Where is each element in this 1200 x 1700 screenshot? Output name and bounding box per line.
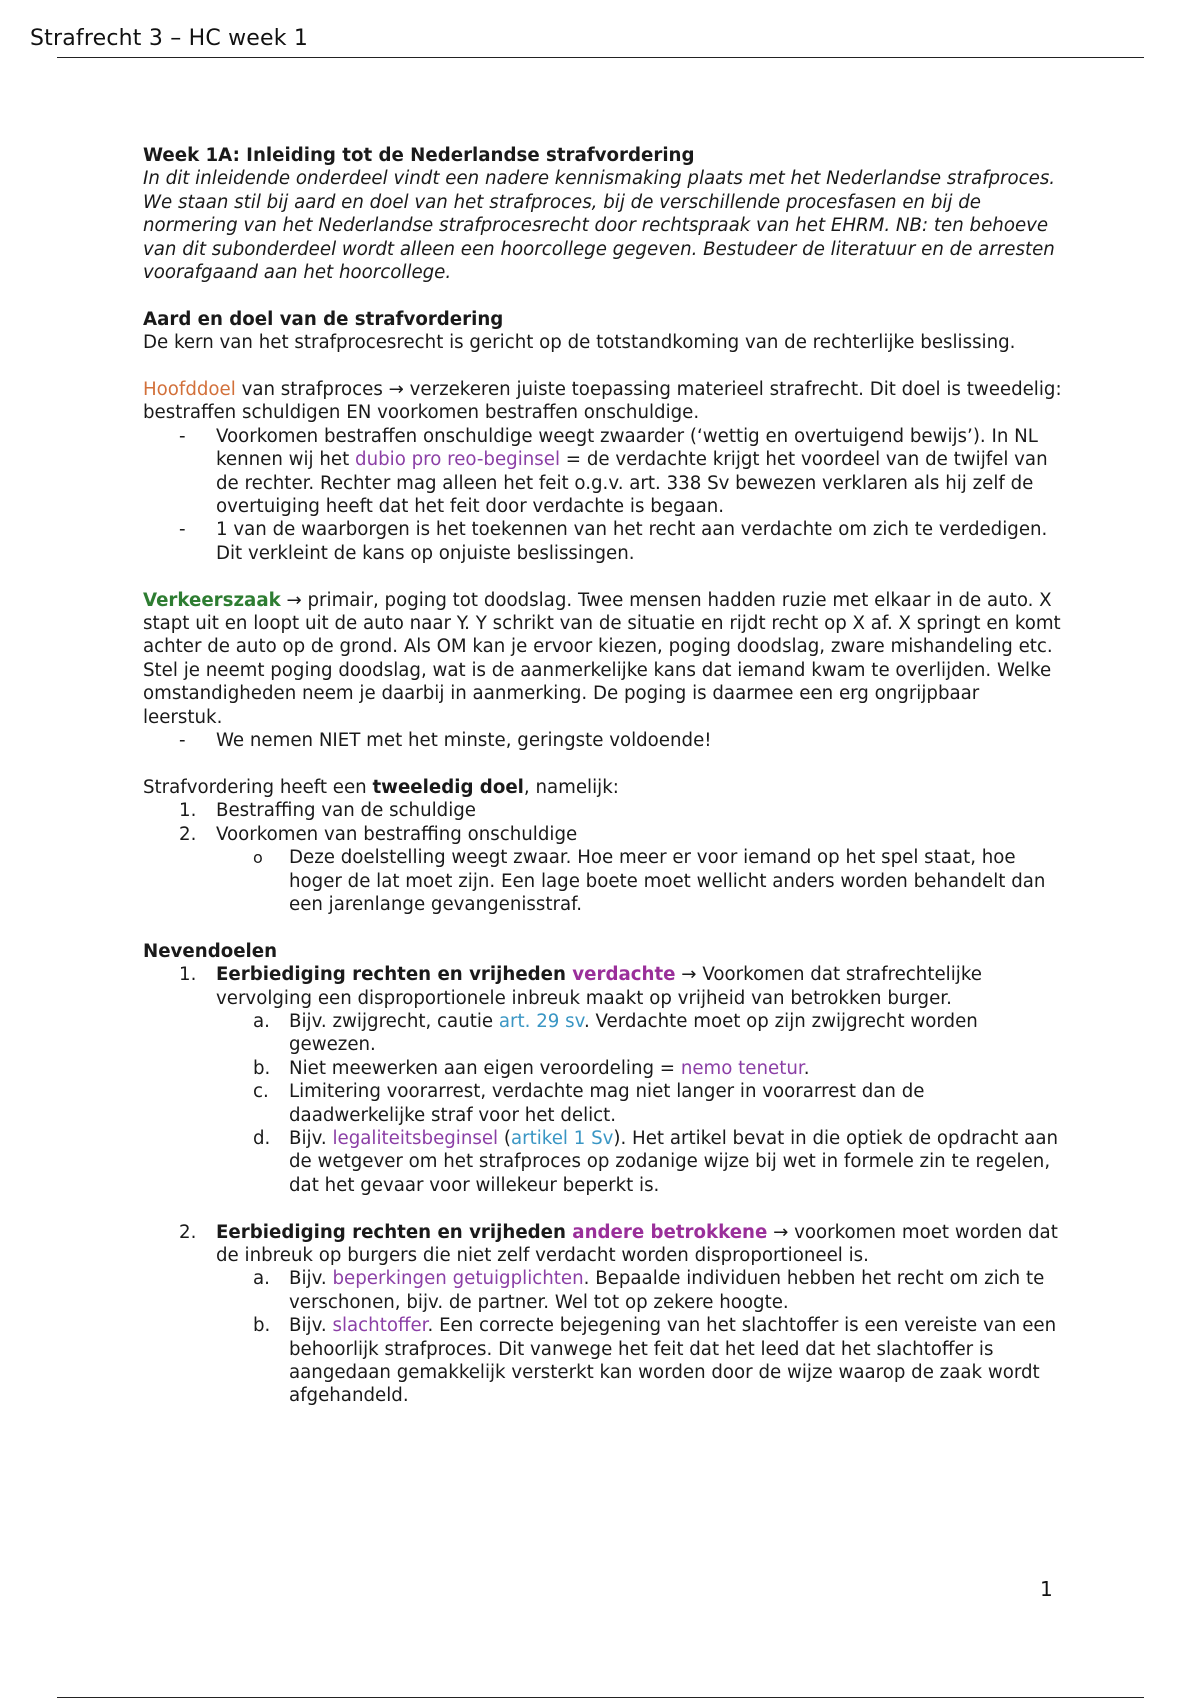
list-item: - We nemen NIET met het minste, geringste voldoende! [179,730,712,752]
verkeerszaak-term: Verkeerszaak [143,589,281,611]
dash-bullet: - [179,425,186,447]
aard-paragraph: De kern van het strafprocesrecht is gericht op de totstandkoming van de rechterlijke beslissing. [143,332,1016,354]
section-heading-week1a: Week 1A: Inleiding tot de Nederlandse strafvordering [143,145,695,166]
list-item: 1. Bestraffing van de schuldige [179,800,476,822]
hoofddoel-term: Hoofddoel [143,379,236,401]
dash-bullet: - [179,730,186,752]
list-item: - 1 van de waarborgen is het toekennen van het recht aan verdachte om zich te verdedigen. Dit verkleint de kans op onjuiste beslissingen. [179,519,1048,564]
list-item: d. Bijv. legaliteitsbeginsel (artikel 1 Sv). Het artikel bevat in die optiek de opdracht aan de wetgever om het strafproces op zodanige wijze bij wet in formele zin te regelen, dat het gevaar voor willekeur beperkt is. [253,1127,1058,1196]
list-item: - Voorkomen bestraffen onschuldige weegt zwaarder (‘wettig en overtuigend bewijs’). In NL kennen wij het dubio pro reo-beginsel = de verdachte krijgt het voordeel van de twijfel van de rechter. Rechter mag alleen het feit o.g.v. art. 338 Sv bewezen verklaren als hij zelf de overtuiging heeft dat het feit door verdachte is begaan. [179,425,1048,518]
verkeerszaak-paragraph: Verkeerszaak → primair, poging tot doodslag. Twee mensen hadden ruzie met elkaar in de auto. X stapt uit en loopt uit de auto naar Y. Y schrikt van de situatie en rijdt recht op X af. X springt en komt achter de auto op de grond. Als OM kan je ervoor kiezen, poging doodslag, zware mishandeling etc. Stel je neemt poging doodslag, wat is de aanmerkelijke kans dat iemand kwam te overlijden. Welke omstandigheden neem je daarbij in aanmerking. De poging is daarmee een erg ongrijpbaar leerstuk. [143,589,1061,728]
section-heading-aard: Aard en doel van de strafvordering [143,308,504,330]
list-item: 2. Eerbiediging rechten en vrijheden andere betrokkene → voorkomen moet worden dat de inbreuk op burgers die niet zelf verdacht worden disproportioneel is. [179,1221,1058,1266]
list-item: 1. Eerbiediging rechten en vrijheden verdachte → Voorkomen dat strafrechtelijke vervolging een disproportionele inbreuk maakt op vrijheid van betrokken burger. [179,964,982,1009]
art-29-sv-link: art. 29 sv [498,1010,584,1032]
getuigplichten-term: beperkingen getuigplichten [332,1268,584,1290]
artikel-1-sv-link: artikel 1 Sv [511,1127,614,1149]
list-item: a. Bijv. beperkingen getuigplichten. Bepaalde individuen hebben het recht om zich te verschonen, bijv. de partner. Wel tot op zekere hoogte. [253,1268,1045,1313]
list-item: 2. Voorkomen van bestraffing onschuldige [179,823,578,845]
slachtoffer-term: slachtoffer [332,1315,428,1337]
circle-bullet: o [253,848,263,868]
dash-bullet: - [179,519,186,541]
document-body [143,144,1063,1408]
list-item: a. Bijv. zwijgrecht, cautie art. 29 sv. Verdachte moet op zijn zwijgrecht worden gewezen. [253,1010,978,1056]
list-item: b. Niet meewerken aan eigen veroordeling = nemo tenetur. [253,1057,810,1079]
footer-rule [57,1697,1144,1698]
list-item: o Deze doelstelling weegt zwaar. Hoe meer er voor iemand op het spel staat, hoe hoger de lat moet zijn. Een lage boete moet wellicht anders worden behandelt dan een jarenlange gevangenisstraf. [253,847,1046,915]
dubio-term: dubio pro reo-beginsel [355,449,561,471]
intro-paragraph: In dit inleidende onderdeel vindt een nadere kennismaking plaats met het Nederlandse strafproces. We staan stil bij aard en doel van het strafproces, bij de verschillende procesfasen en bij de normering van het Nederlandse strafprocesrecht door rechtspraak van het EHRM. NB: ten behoeve van dit subonderdeel wordt alleen een hoorcollege gegeven. Bestudeer de literatuur en de arresten voorafgaand aan het hoorcollege. [143,168,1056,284]
page-number: 1 [1040,1577,1053,1601]
nemo-tenetur-term: nemo tenetur [680,1057,804,1079]
legaliteitsbeginsel-term: legaliteitsbeginsel [332,1127,499,1149]
andere-betrokkene-term: andere betrokkene [572,1221,768,1243]
tweeledig-paragraph: Strafvordering heeft een tweeledig doel, namelijk: [143,776,619,798]
hoofddoel-paragraph: Hoofddoel van strafproces → verzekeren juiste toepassing materieel strafrecht. Dit doel is tweedelig: bestraffen schuldigen EN voorkomen bestraffen onschuldige. [143,379,1062,424]
section-heading-nevendoelen: Nevendoelen [143,940,278,962]
list-item: b. Bijv. slachtoffer. Een correcte bejegening van het slachtoffer is een vereiste van een behoorlijk strafproces. Dit vanwege het feit dat het leed dat het slachtoffer is aangedaan gemakkelijk versterkt kan worden door de wijze waarop de zaak wordt afgehandeld. [253,1315,1057,1407]
header-rule [57,57,1144,58]
list-item: c. Limitering voorarrest, verdachte mag niet langer in voorarrest dan de daadwerkelijke straf voor het delict. [253,1081,925,1126]
verdachte-term: verdachte [572,964,676,986]
document-header-title: Strafrecht 3 – HC week 1 [30,26,309,51]
